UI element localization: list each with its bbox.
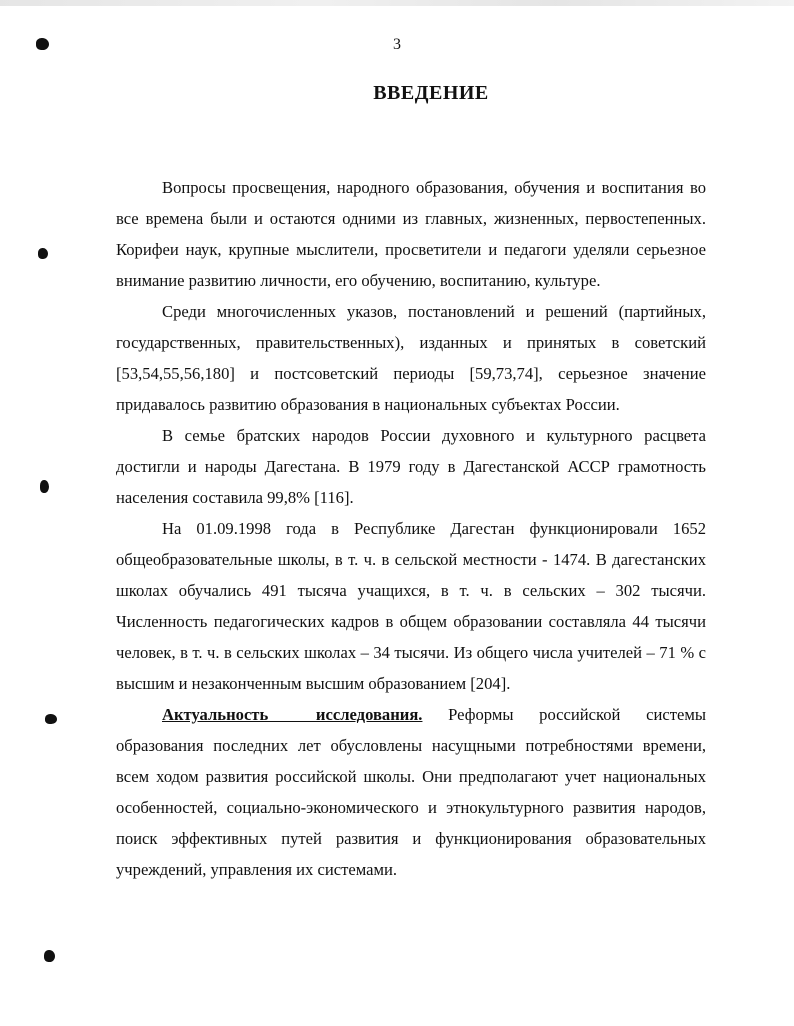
page-number: 3 [393,36,401,53]
paragraph-2: Среди многочисленных указов, постановлений и решений (партийных, государственных, правительственных), изданных и принятых в советский [53,54,55,56,180] и постсоветский периоды [59,73,74], серьезное значение придавалось развитию образования в национальных субъектах России. [116,302,706,414]
scan-edge [0,0,794,6]
binding-hole-mark [38,248,48,259]
binding-hole-mark [40,480,49,493]
paragraph-3: В семье братских народов России духовного и культурного расцвета достигли и народы Дагестана. В 1979 году в Дагестанской АССР грамотность населения составила 99,8% [116]. [116,426,706,507]
paragraph-1: Вопросы просвещения, народного образования, обучения и воспитания во все времена были и остаются одними из главных, жизненных, первостепенных. Корифеи наук, крупные мыслители, просветители и педагоги уделяли серьезное внимание развитию личности, его обучению, воспитанию, культуре. [116,178,706,290]
relevance-text: Реформы российской системы образования последних лет обусловлены насущными потребностями времени, всем ходом развития российской школы. Они предполагают учет национальных особенностей, социально-экономического и этнокультурного развития народов, поиск эффективных путей развития и функционирования образовательных учреждений, управления их системами. [116,705,706,879]
paragraph-relevance [116,699,706,885]
section-label-relevance: Актуальность исследования. [162,705,423,724]
paragraph-4: На 01.09.1998 года в Республике Дагестан функционировали 1652 общеобразовательные школы, в т. ч. в сельской местности - 1474. В дагестанских школах обучались 491 тысяча учащихся, в т. ч. в сельских – 302 тысячи. Численность педагогических кадров в общем образовании составляла 44 тысячи человек, в т. ч. в сельских школах – 34 тысячи. Из общего числа учителей – 71 % с высшим и незаконченным высшим образованием [204]. [116,519,706,693]
page-title: ВВЕДЕНИЕ [373,82,489,104]
binding-hole-mark [44,950,55,962]
body-text [116,172,706,885]
binding-hole-mark [45,714,57,724]
